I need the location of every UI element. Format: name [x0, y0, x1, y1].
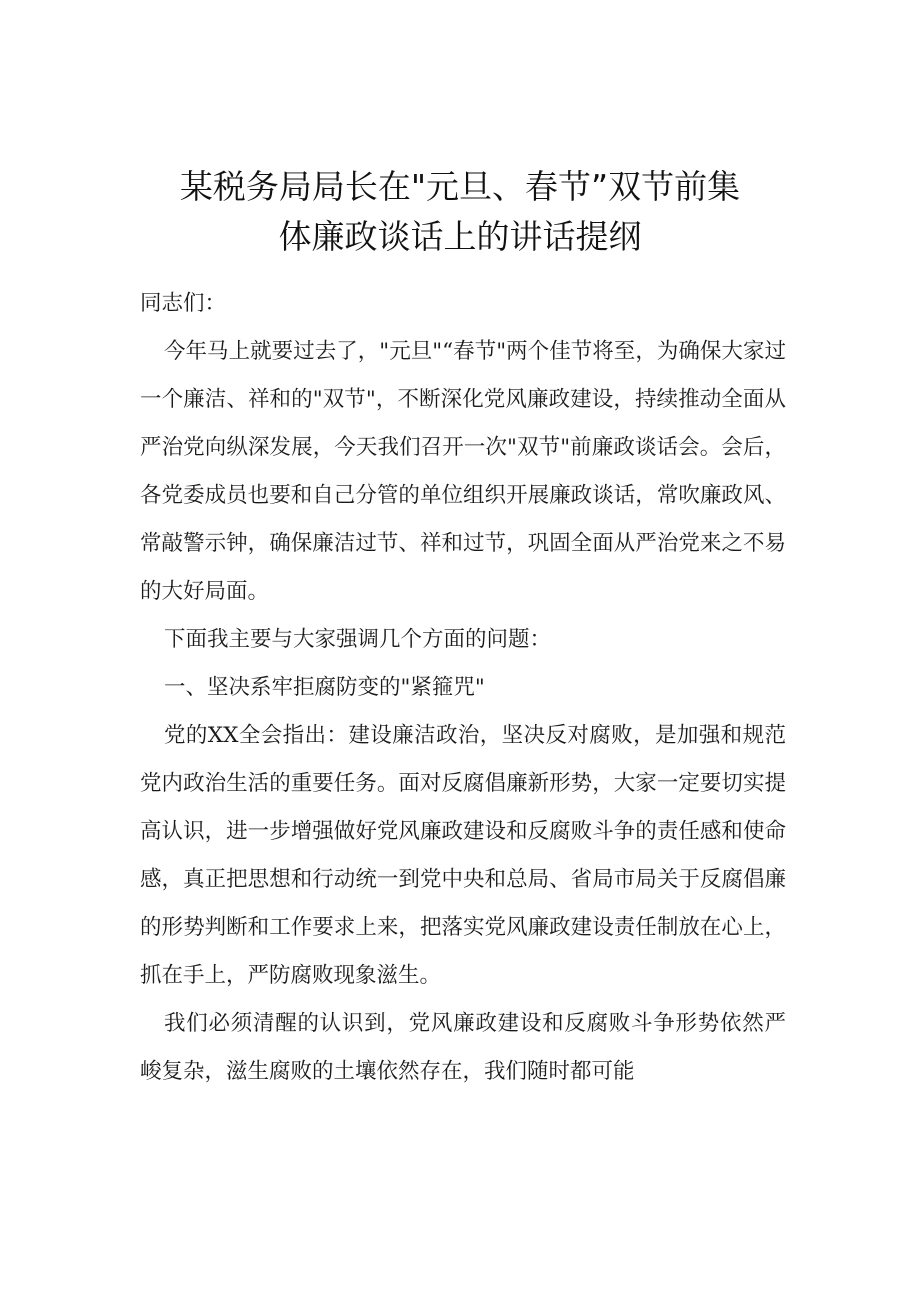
- paragraph-section-1-b: 我们必须清醒的认识到，党风廉政建设和反腐败斗争形势依然严峻复杂，滋生腐败的土壤依然存在，我们随时都可能: [140, 1011, 786, 1084]
- title-line-2: 体廉政谈话上的讲话提纲: [278, 217, 642, 257]
- document-title: [0, 162, 920, 262]
- section-heading-1: 一、坚决系牢拒腐防变的"紧箍咒": [164, 675, 485, 700]
- greeting: 同志们：: [140, 291, 227, 316]
- paragraph-transition: 下面我主要与大家强调几个方面的问题：: [164, 627, 552, 652]
- paragraph-section-1-a: 党的XX全会指出：建设廉洁政治，坚决反对腐败，是加强和规范党内政治生活的重要任务。面对反腐倡廉新形势，大家一定要切实提高认识，进一步增强做好党风廉政建设和反腐败斗争的责任感和使命感，真正把思想和行动统一到党中央和总局、省局市局关于反腐倡廉的形势判断和工作要求上来，把落实党风廉政建设责任制放在心上，抓在手上，严防腐败现象滋生。: [140, 723, 786, 988]
- title-line-1: 某税务局局长在"元旦、春节”双节前集: [179, 167, 741, 207]
- paragraph-intro: 今年马上就要过去了，"元旦"“春节"两个佳节将至，为确保大家过一个廉洁、祥和的"双节"，不断深化党风廉政建设，持续推动全面从严治党向纵深发展，今天我们召开一次"双节"前廉政谈话会。会后，各党委成员也要和自己分管的单位组织开展廉政谈话，常吹廉政风、常敲警示钟，确保廉洁过节、祥和过节，巩固全面从严治党来之不易的大好局面。: [140, 339, 786, 604]
- document-body: [140, 280, 786, 1096]
